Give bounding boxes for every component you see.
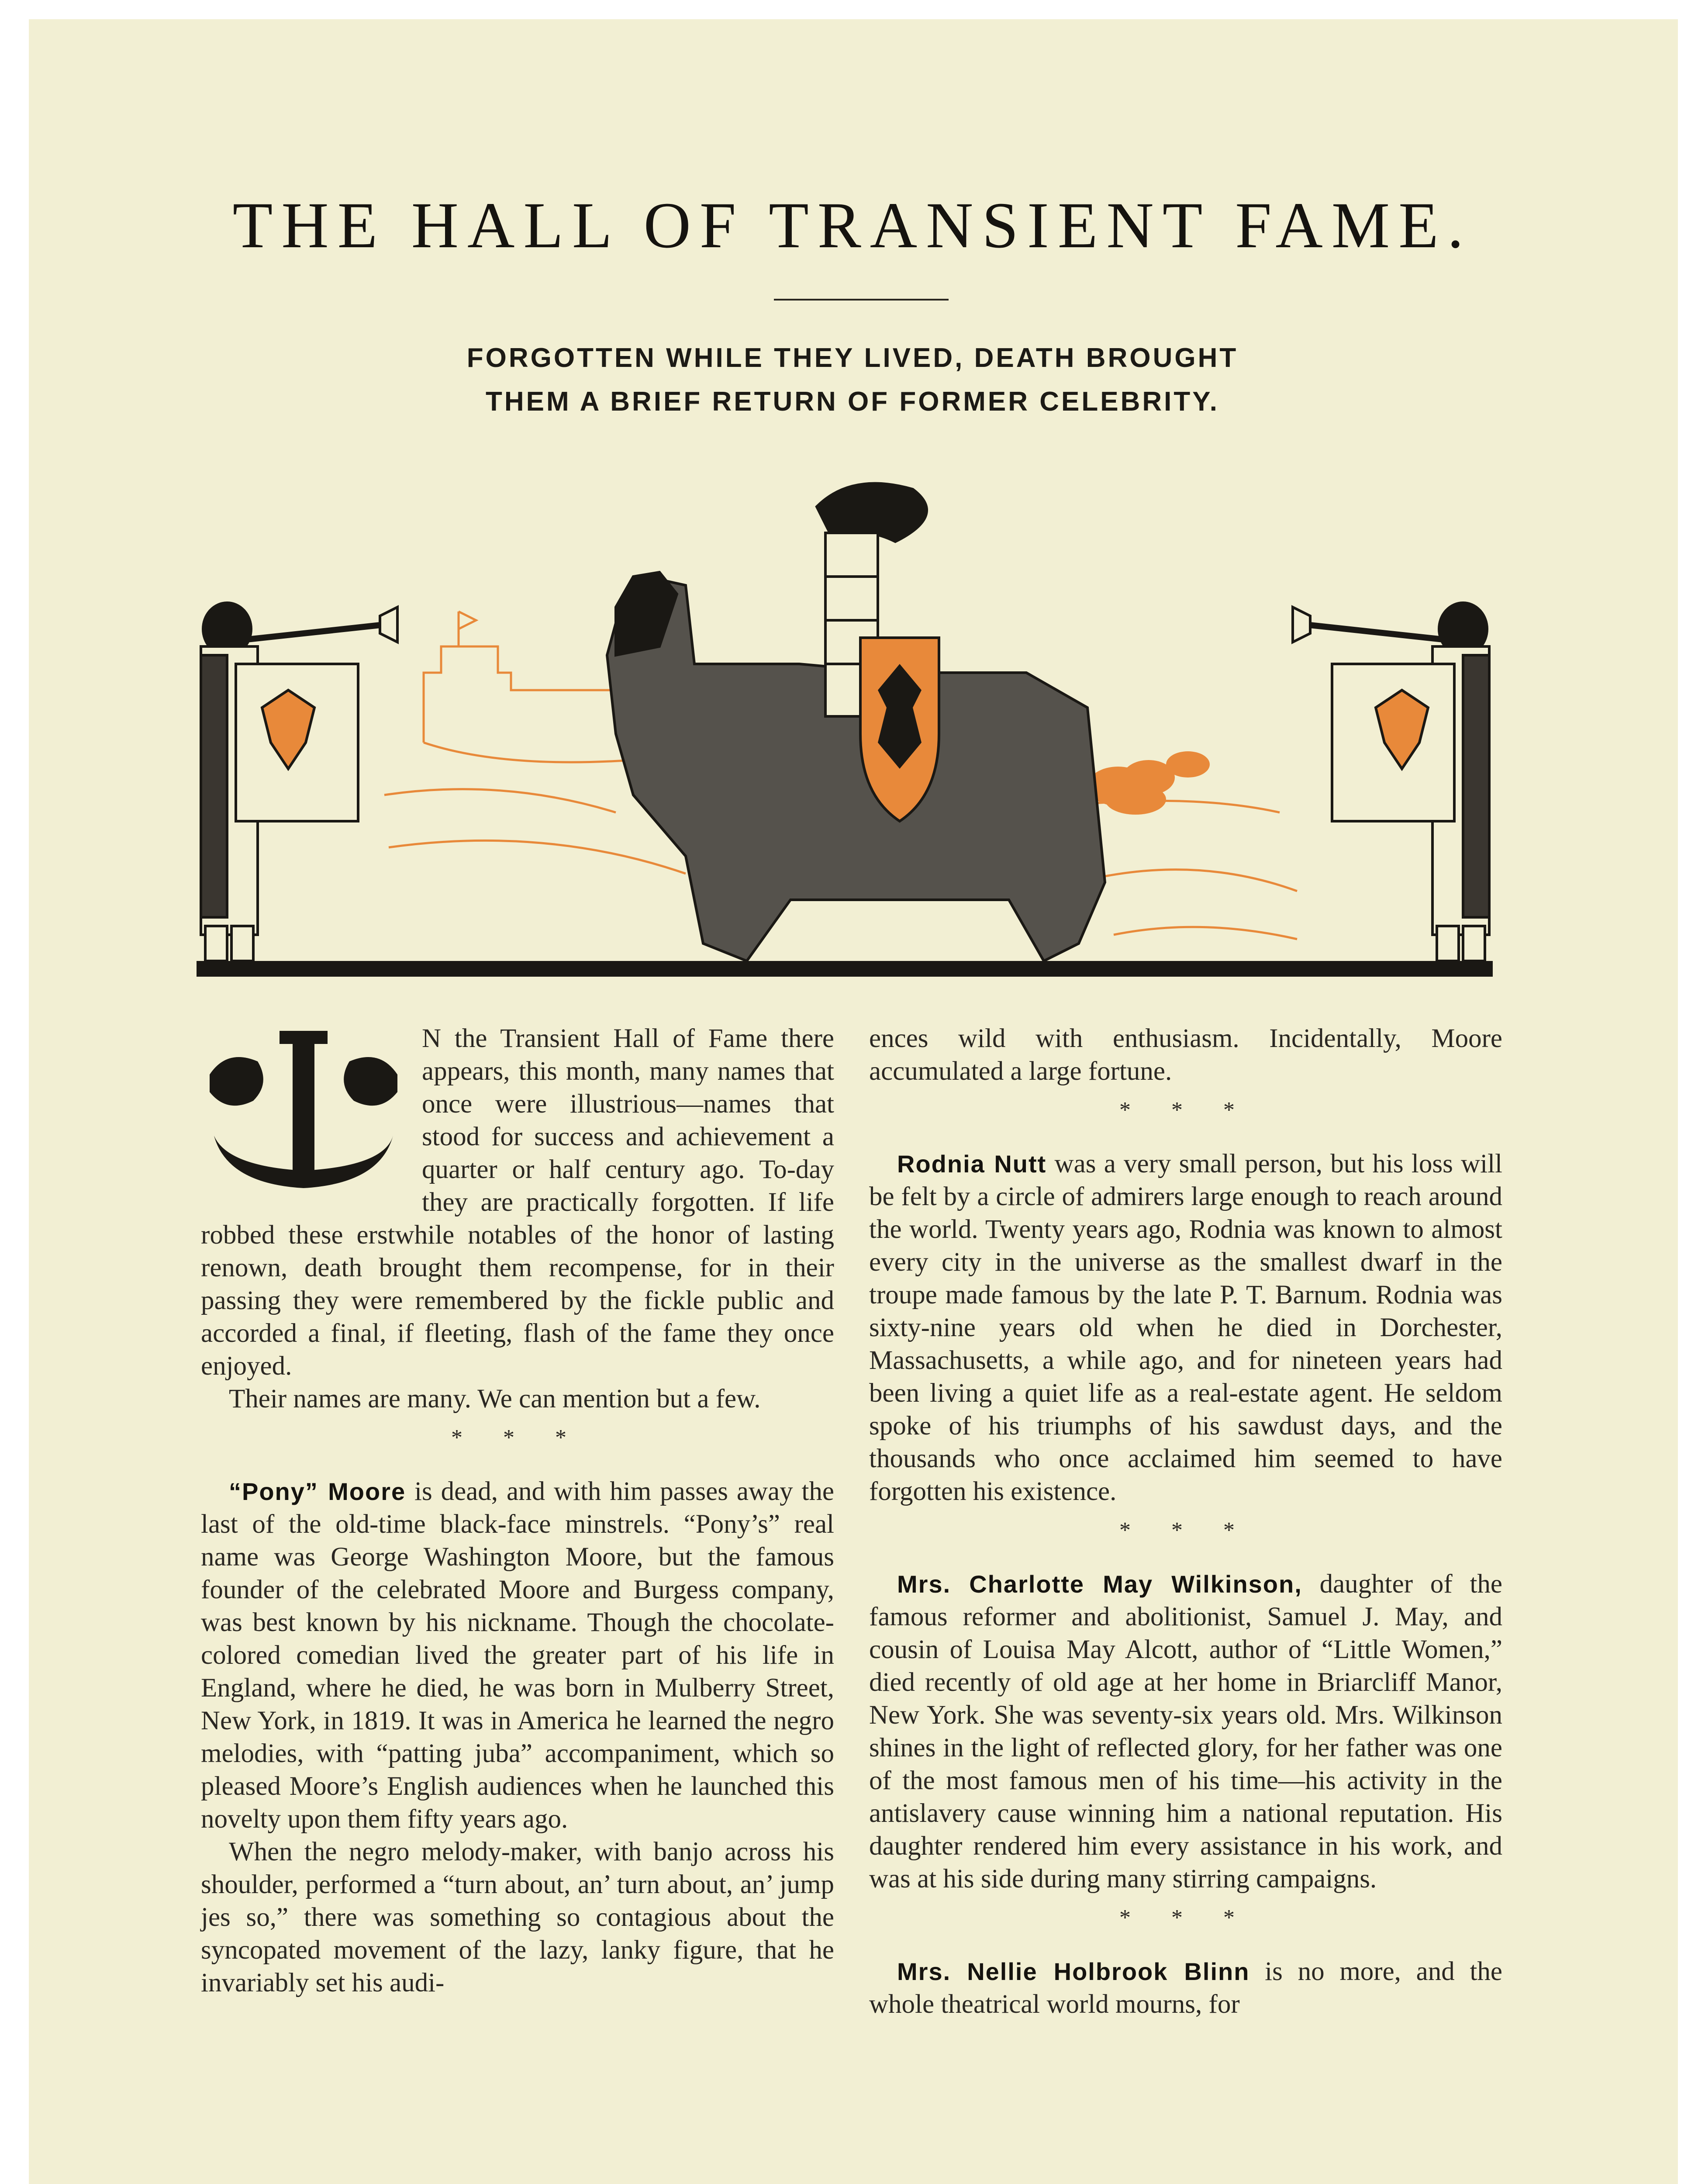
moore-name: “Pony” Moore (229, 1478, 406, 1505)
section-divider: * * * (1119, 1518, 1252, 1543)
right-column (869, 1022, 1502, 2021)
wilkinson-paragraph (869, 1568, 1502, 1895)
blinn-name: Mrs. Nellie Holbrook Blinn (897, 1958, 1250, 1985)
moore-paragraph (201, 1475, 834, 1835)
moore-text: is dead, and with him passes away the last of the old-time black-face minstrels. “Pony’s” real name was George Washington Moore, but the famous founder of the celebrated Moore and Burgess company, was best known by his nickname. Though the chocolate-colored comedian lived the greater part of his life in England, where he died, he was born in Mulberry Street, New York, in 1819. It was in America he learned the negro melodies, with “patting juba” accompaniment, which so pleased Moore’s English audiences when he launched this novelty upon them fifty years ago. (201, 1477, 835, 1834)
wilkinson-name: Mrs. Charlotte May Wilkinson, (897, 1570, 1302, 1598)
right-herald (1293, 603, 1489, 961)
wilkinson-text: daughter of the famous reformer and abolitionist, Samuel J. May, and cousin of Louisa May Alcott, author of “Little Women,” died recently of old age at her home in Briarcliff Manor, New York. She was seventy-six years old. Mrs. Wilkinson shines in the light of reflected glory, for her father was one of the most famous men of his time—his activity in the antislavery cause winning him a national reputation. His daughter rendered him every assistance in his work, and was at his side during many stirring campaigns. (869, 1569, 1502, 1894)
blinn-text: is no more, and the whole theatrical world mourns, for (869, 1957, 1502, 2019)
subtitle-line-1: FORGOTTEN WHILE THEY LIVED, DEATH BROUGHT (466, 343, 1239, 373)
knight-and-heralds-illustration (197, 463, 1493, 987)
subtitle-line-2: THEM A BRIEF RETURN OF FORMER CELEBRITY. (486, 387, 1219, 417)
orange-bush (1087, 751, 1210, 815)
nutt-name: Rodnia Nutt (897, 1150, 1047, 1178)
nutt-text: was a very small person, but his loss will be felt by a circle of admirers large enough to reach around the world. Twenty years ago, Rodnia was known to almost every city in the universe as the smallest dwarf in the troupe made famous by the late P. T. Barnum. Rodnia was sixty-nine years old when he died in Dorchester, Massachusetts, a while ago, and for nineteen years had been living a quiet life as a real-estate agent. He seldom spoke of his triumphs of his sawdust days, and the thousands who once acclaimed him seemed to have forgotten his existence. (869, 1149, 1502, 1506)
section-divider: * * * (451, 1425, 584, 1450)
left-herald (201, 603, 397, 961)
names-paragraph: Their names are many. We can mention but a few. (229, 1384, 761, 1413)
nutt-paragraph (869, 1147, 1502, 1508)
article-subtitle (0, 336, 1705, 424)
article-title: THE HALL OF TRANSIENT FAME. (232, 189, 1473, 262)
title-divider (774, 299, 949, 301)
drop-cap-initial (201, 1022, 406, 1192)
intro-text: N the Transient Hall of Fame there appears, this month, many names that once were illustrious—names that stood for success and achievement a quarter or half century ago. To-day they are practically forgotten. If life robbed these erstwhile notables of the honor of lasting renown, death brought them recompense, for in their passing they were remembered by the fickle public and accorded a final, if fleeting, flash of the fame they once enjoyed. (201, 1024, 834, 1381)
moore-paragraph-2: When the negro melody-maker, with banjo across his shoulder, performed a “turn about, an’ turn about, an’ jump jes so,” there was something so contagious about the syncopated movement of the lazy, lanky figure, that he invariably set his audi- (201, 1837, 834, 1997)
ground-bar (197, 961, 1493, 977)
intro-paragraph (201, 1022, 834, 1382)
section-divider: * * * (1119, 1905, 1252, 1930)
section-divider: * * * (1119, 1098, 1252, 1123)
moore-continuation: ences wild with enthusiasm. Incidentally, Moore accumulated a large fortune. (869, 1024, 1502, 1086)
left-column (201, 1022, 834, 1999)
blinn-paragraph (869, 1955, 1502, 2021)
